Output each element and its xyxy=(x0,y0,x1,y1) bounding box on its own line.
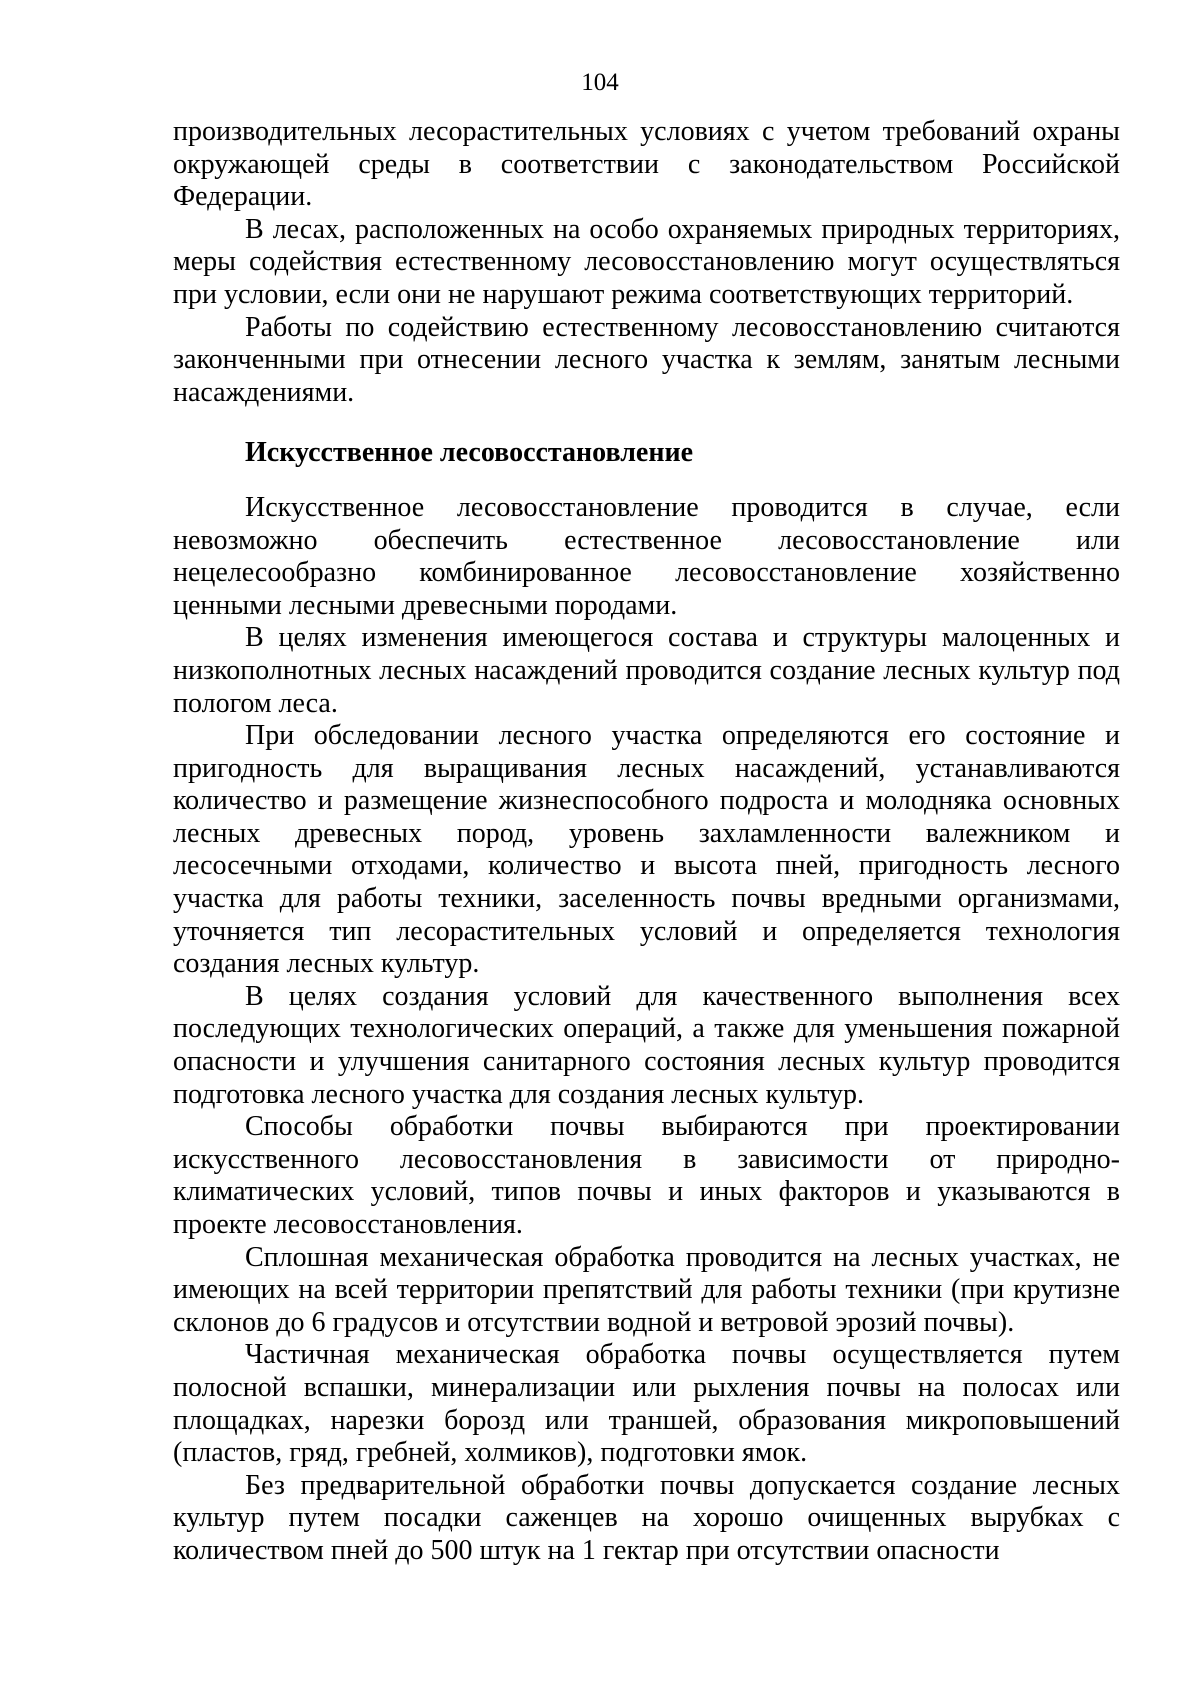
section-heading: Искусственное лесовосстановление xyxy=(245,437,694,469)
paragraph: Работы по содействию естественному лесовосстановлению считаются законченными при отнесении лесного участка к землям, занятым лесными насаждениями. xyxy=(173,311,1120,408)
page-number: 104 xyxy=(581,69,619,96)
paragraph: Частичная механическая обработка почвы осуществляется путем полосной вспашки, минерализации или рыхления почвы на полосах или площадках, нарезки борозд или траншей, образования микроповышений (пластов, гряд, гребней, холмиков), подготовки ямок. xyxy=(173,1339,1120,1469)
page-content xyxy=(173,116,1120,1568)
paragraph: При обследовании лесного участка определяются его состояние и пригодность для выращивания лесных насаждений, устанавливаются количество и размещение жизнеспособного подроста и молодняка основных лесных древесных пород, уровень захламленности валежником и лесосечными отходами, количество и высота пней, пригодность лесного участка для работы техники, заселенность почвы вредными организмами, уточняется тип лесорастительных условий и определяется технология создания лесных культур. xyxy=(173,720,1120,980)
paragraph: Искусственное лесовосстановление проводится в случае, если невозможно обеспечить естественное лесовосстановление или нецелесообразно комбинированное лесовосстановление хозяйственно ценными лесными древесными породами. xyxy=(173,491,1120,621)
paragraph: В лесах, расположенных на особо охраняемых природных территориях, меры содействия естественному лесовосстановлению могут осуществляться при условии, если они не нарушают режима соответствующих территорий. xyxy=(173,213,1120,310)
paragraph: Без предварительной обработки почвы допускается создание лесных культур путем посадки саженцев на хорошо очищенных вырубках с количеством пней до 500 штук на 1 гектар при отсутствии опасности xyxy=(173,1469,1120,1566)
paragraph: Способы обработки почвы выбираются при проектировании искусственного лесовосстановления в зависимости от природно-климатических условий, типов почвы и иных факторов и указываются в проекте лесовосстановления. xyxy=(173,1111,1120,1240)
paragraph: В целях изменения имеющегося состава и структуры малоценных и низкополнотных лесных насаждений проводится создание лесных культур под пологом леса. xyxy=(173,622,1120,719)
paragraph-continuation: производительных лесорастительных условиях с учетом требований охраны окружающей среды в соответствии с законодательством Российской Федерации. xyxy=(173,116,1120,213)
paragraph: Сплошная механическая обработка проводится на лесных участках, не имеющих на всей территории препятствий для работы техники (при крутизне склонов до 6 градусов и отсутствии водной и ветровой эрозий почвы). xyxy=(173,1241,1120,1338)
paragraph: В целях создания условий для качественного выполнения всех последующих технологических операций, а также для уменьшения пожарной опасности и улучшения санитарного состояния лесных культур проводится подготовка лесного участка для создания лесных культур. xyxy=(173,980,1120,1110)
